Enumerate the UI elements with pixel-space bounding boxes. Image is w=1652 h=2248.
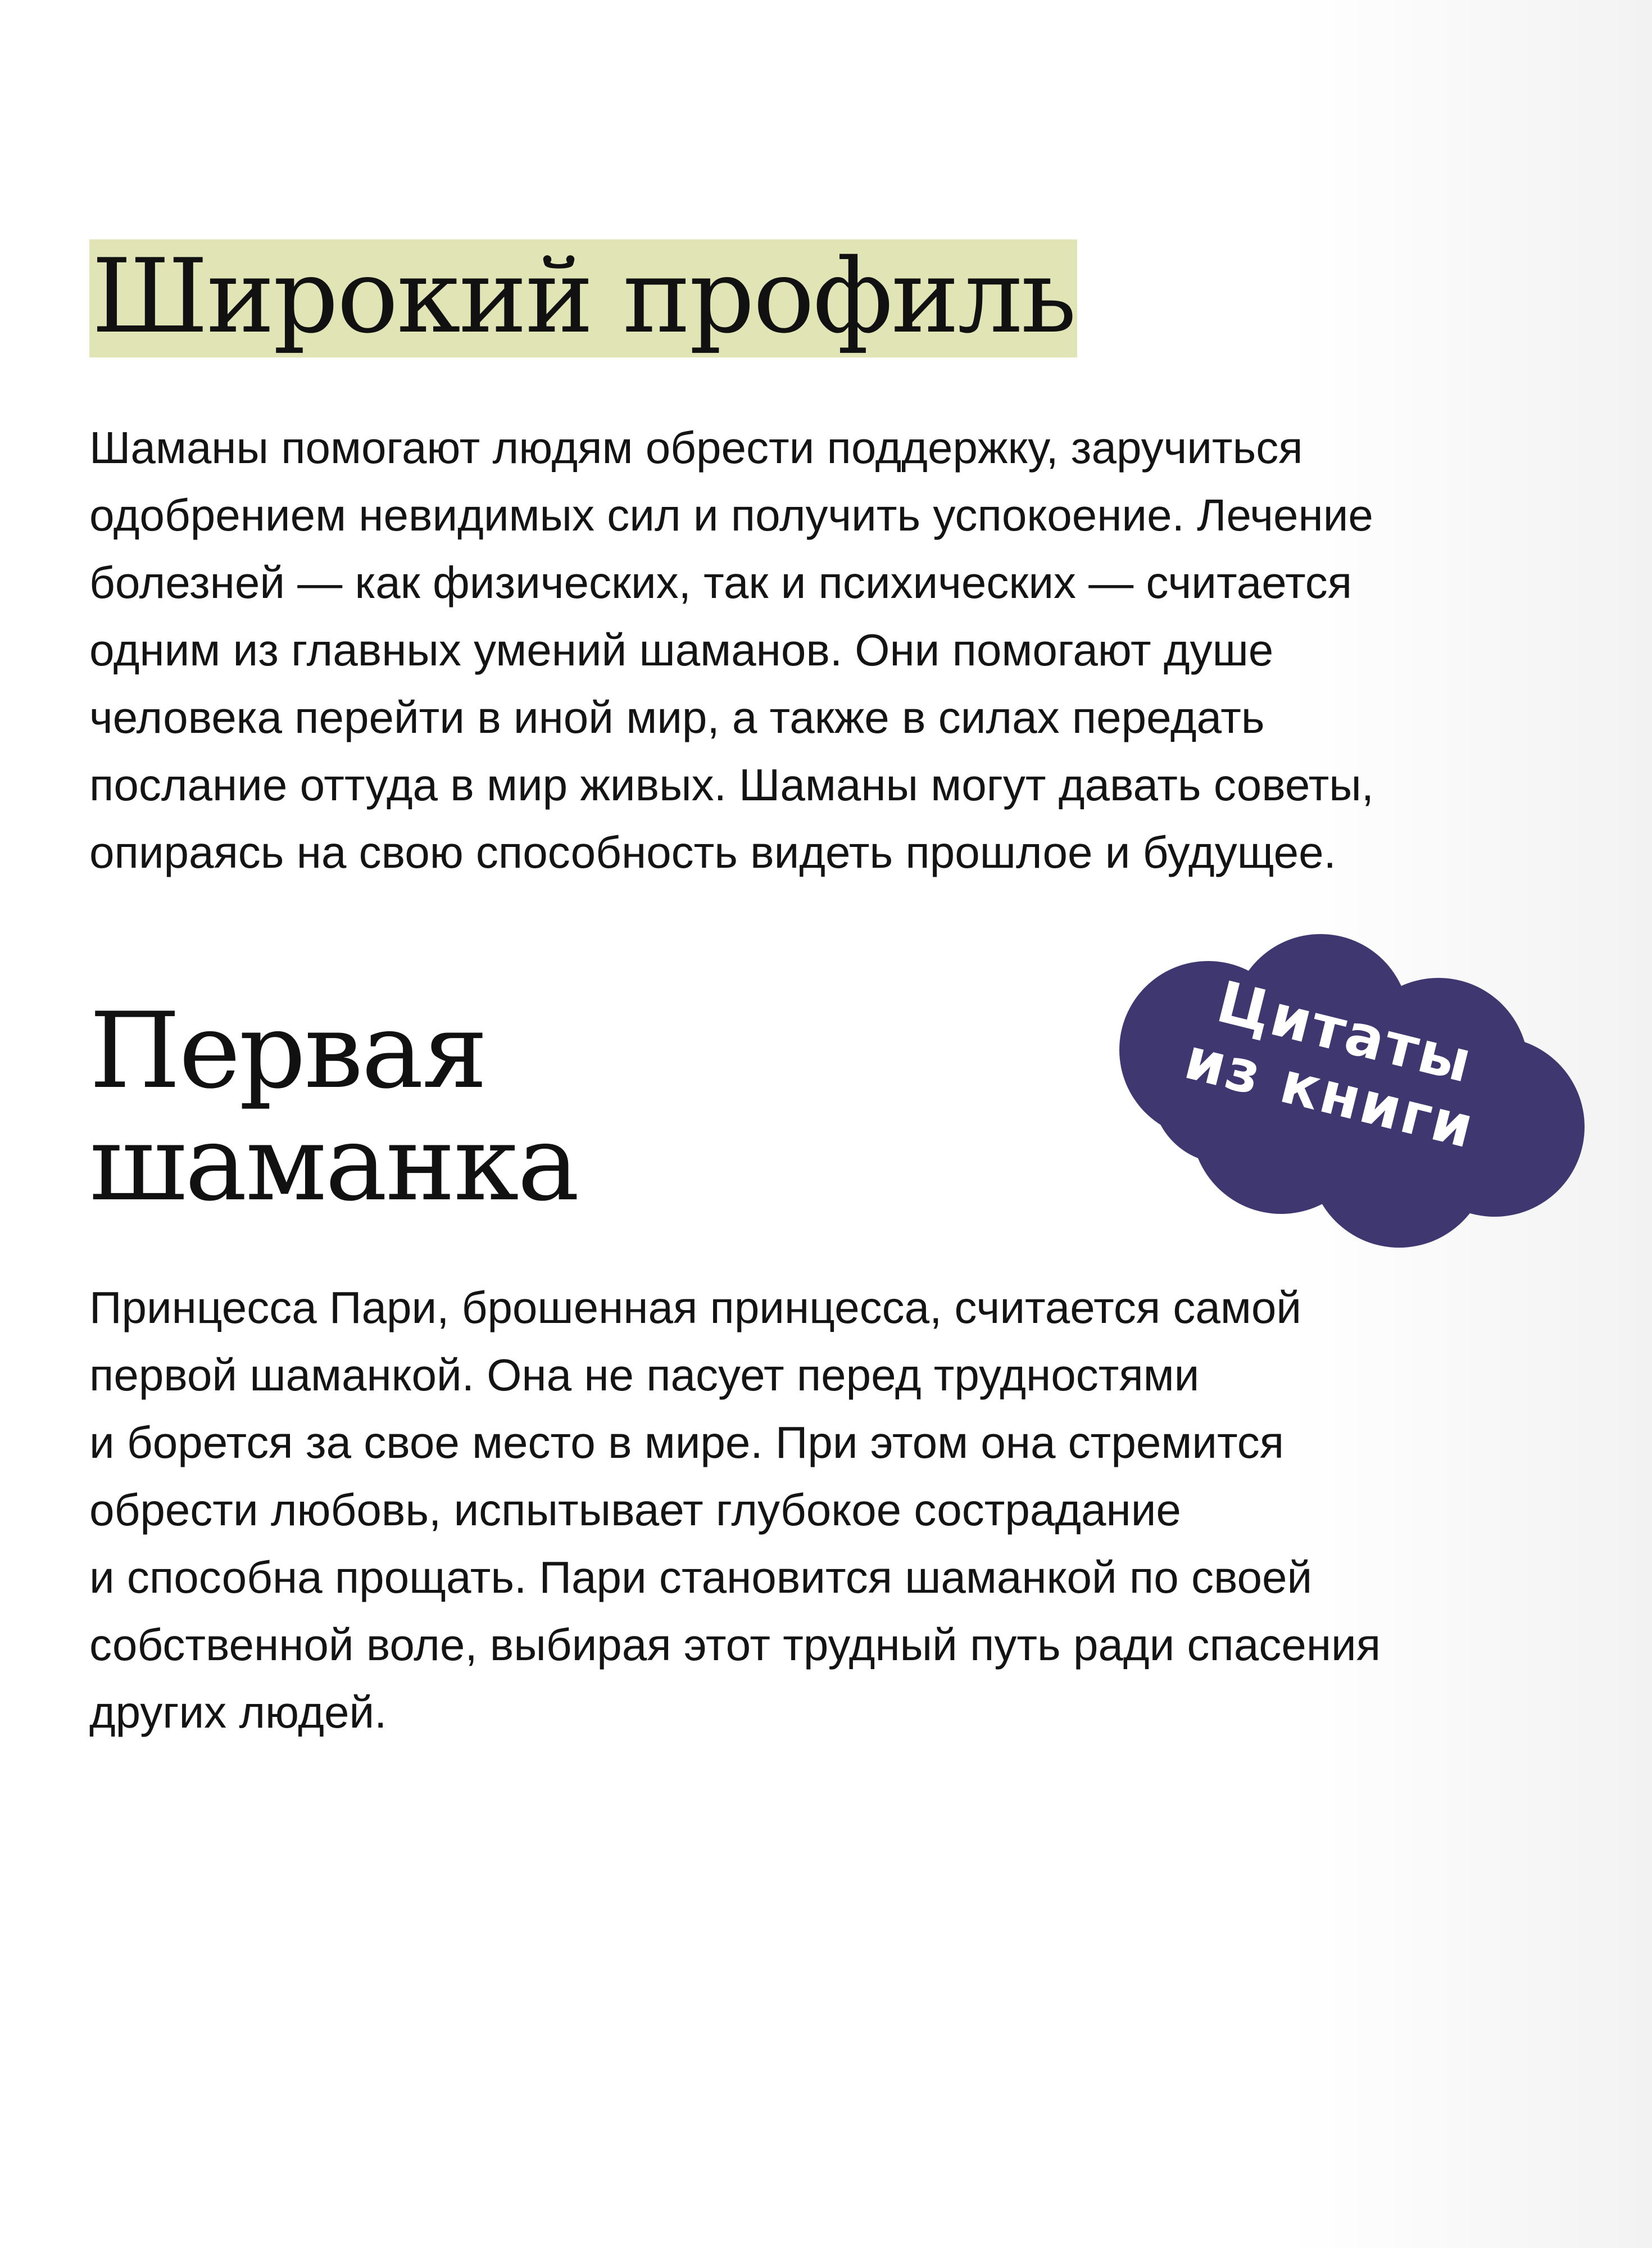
section-paragraph-shamans: Шаманы помогают людям обрести поддержку, заручиться одобрением невидимых сил и получить успокоение. Лечение болезней — как физических, так и психических — считается одним из главных умений шаманов. Они помогают душе человека перейти в иной мир, а также в силах передать послание оттуда в мир живых. Шаманы могут давать советы, опираясь на свою способность видеть прошлое и будущее. — [89, 423, 1374, 877]
quotes-badge — [1068, 927, 1596, 1253]
quotes-badge-label: Цитаты из книги — [1178, 968, 1482, 1162]
section-title-wide-profile: Широкий профиль — [92, 237, 1075, 356]
title-highlight — [89, 239, 1077, 357]
section-paragraph-princess-pari: Принцесса Пари, брошенная принцесса, считается самой первой шаманкой. Она не пасует перед трудностями и борется за свое место в мире. При этом она стремится обрести любовь, испытывает глубокое сострадание и способна прощать. Пари становится шаманкой по своей собственной воле, выбирая этот трудный путь ради спасения других людей. — [89, 1282, 1381, 1737]
section-title-first-shaman: Первая шаманка — [89, 990, 578, 1224]
